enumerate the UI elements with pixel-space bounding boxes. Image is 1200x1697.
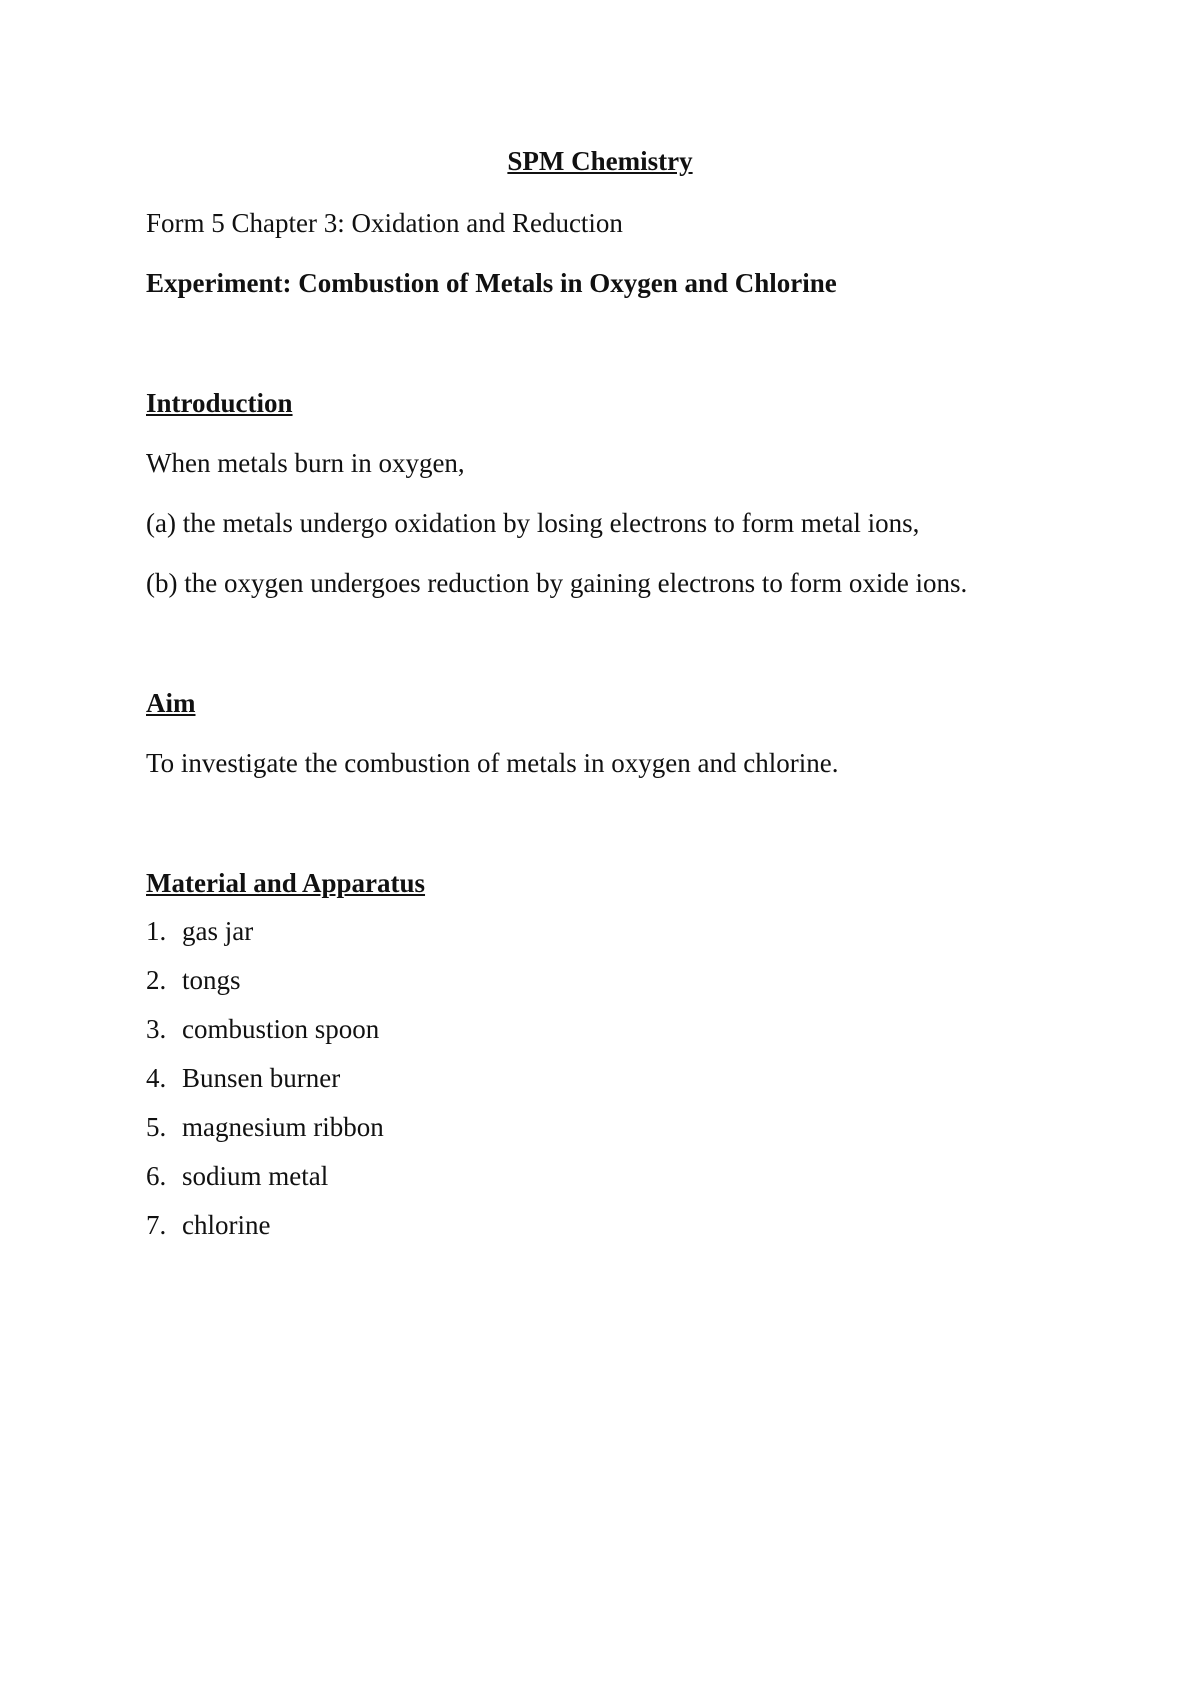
introduction-heading: Introduction bbox=[146, 388, 293, 418]
list-item bbox=[146, 1114, 384, 1141]
experiment-title: Experiment: Combustion of Metals in Oxygen and Chlorine bbox=[146, 268, 837, 298]
list-item-label: magnesium ribbon bbox=[182, 1112, 384, 1142]
list-item bbox=[146, 1065, 340, 1092]
list-item-number: 4. bbox=[146, 1063, 167, 1093]
list-item bbox=[146, 967, 241, 994]
list-item-label: sodium metal bbox=[182, 1161, 329, 1191]
list-item bbox=[146, 918, 253, 945]
list-item-label: chlorine bbox=[182, 1210, 271, 1240]
list-item bbox=[146, 1163, 328, 1190]
list-item-number: 1. bbox=[146, 916, 167, 946]
chapter-subtitle: Form 5 Chapter 3: Oxidation and Reduction bbox=[146, 208, 623, 238]
list-item-number: 3. bbox=[146, 1014, 167, 1044]
document-title: SPM Chemistry bbox=[507, 146, 693, 176]
list-item-number: 2. bbox=[146, 965, 167, 995]
materials-heading: Material and Apparatus bbox=[146, 868, 426, 898]
list-item-label: gas jar bbox=[182, 916, 254, 946]
aim-heading: Aim bbox=[146, 688, 196, 718]
list-item-label: combustion spoon bbox=[182, 1014, 380, 1044]
list-item-number: 5. bbox=[146, 1112, 167, 1142]
introduction-point-a: (a) the metals undergo oxidation by losing electrons to form metal ions, bbox=[146, 508, 920, 538]
introduction-lead: When metals burn in oxygen, bbox=[146, 448, 465, 478]
list-item-label: Bunsen burner bbox=[182, 1063, 341, 1093]
list-item bbox=[146, 1016, 379, 1043]
list-item bbox=[146, 1212, 270, 1239]
introduction-point-b: (b) the oxygen undergoes reduction by gaining electrons to form oxide ions. bbox=[146, 568, 968, 598]
list-item-number: 6. bbox=[146, 1161, 167, 1191]
list-item-number: 7. bbox=[146, 1210, 167, 1240]
list-item-label: tongs bbox=[182, 965, 241, 995]
aim-text: To investigate the combustion of metals in oxygen and chlorine. bbox=[146, 748, 839, 778]
